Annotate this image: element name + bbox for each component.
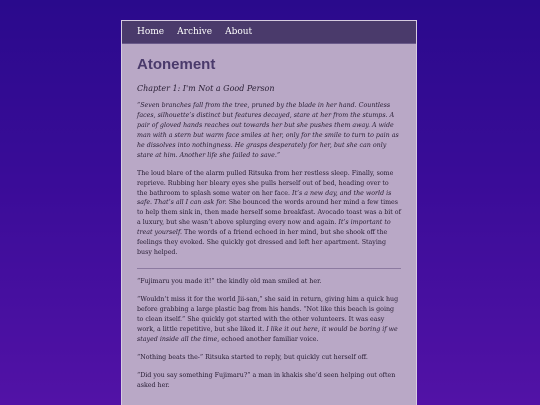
dream-text: “Seven branches fall from the tree, pruned by the blade in her hand. Countless faces, silhouette’s distinct but features decayed, stare at her from the stumps. A pair of gloved hands reaches out towards her but she pushes them away. A wide man with a stern but warm face smiles at her, only for the smile to turn to pain as he dissolves into nothingness. He grasps desperately for her, but she can only stare at him. Another life she failed to save.” [137,102,399,159]
text-run: She bounced the words around her mind a few times to help them sink in, then made herself some breakfast. Avocado toast was a bit of a luxury, but she wasn’t above splurging every now and again. [137,199,401,227]
story-paragraph-1 [137,101,401,161]
story-paragraph-5: “Nothing beats the-” Ritsuka started to reply, but quickly cut herself off. [137,353,368,361]
top-nav [122,21,416,44]
text-run: The words of a friend echoed in her mind, but she shook off the feelings they evoked. She quickly got dressed and left her apartment. Staying busy helped. [137,229,388,257]
text-run: The loud blare of the alarm pulled Ritsuka from her restless sleep. Finally, some reprieve. Rubbing her bleary eyes she pulls herself out of bed, heading over to the bathroom to splash some water on her face. [137,169,394,197]
story-paragraph-3: “Fujimaru you made it!” the kindly old man smiled at her. [137,278,322,286]
text-run: echoed another familiar voice. [219,335,319,343]
nav-home-link[interactable]: Home [137,27,165,37]
nav-about-link[interactable]: About [225,27,253,37]
nav-archive-link[interactable]: Archive [177,27,213,37]
italic-thought: It’s a new day, and the world is safe. That’s all I can ask for. [137,189,392,207]
italic-thought: It’s important to treat yourself. [137,219,391,237]
text-run: “Wouldn’t miss it for the world Jii-san,” she said in return, giving him a quick hug before grabbing a large plastic bag from his hands. “Not like this beach is going to clean itself.” She quickly got started with the other volunteers. It was easy work, a little repetitive, but she liked it. [137,296,399,333]
story-paragraph-4 [137,295,401,345]
main-content [122,44,416,391]
story-paragraph-2 [137,169,401,258]
italic-thought: I like it out here, it would be boring if we stayed inside all the time, [137,325,398,343]
chapter-title: Chapter 1: I'm Not a Good Person [137,84,275,93]
page-title: Atonement [137,56,216,73]
page-container [121,20,417,405]
story-paragraph-6: “Did you say something Fujimaru?” a man in khakis she’d seen helping out often asked her. [137,371,396,389]
section-divider [137,268,401,269]
